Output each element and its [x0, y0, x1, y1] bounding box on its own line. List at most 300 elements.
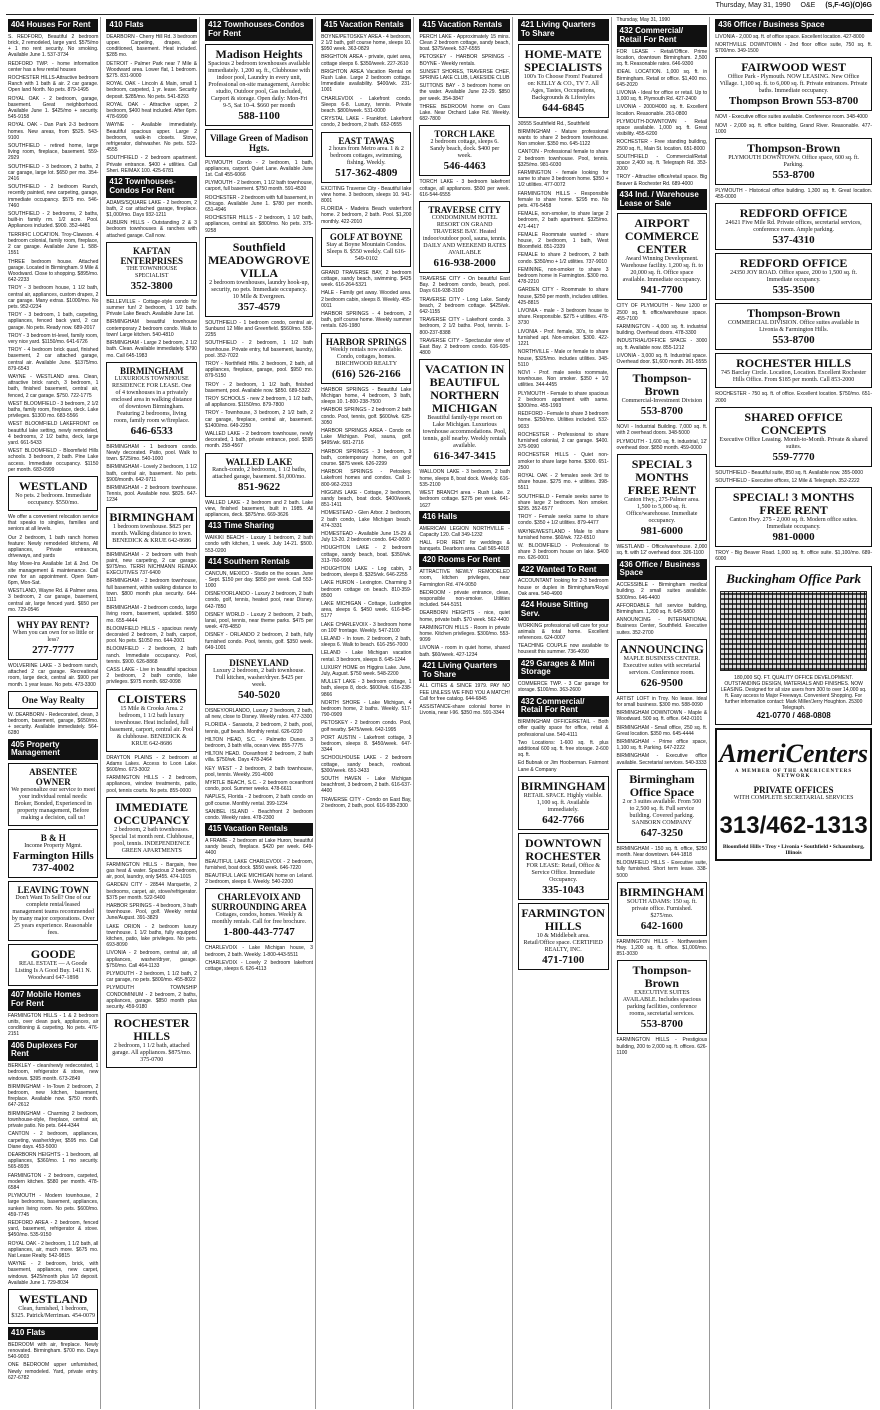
display-ad-title: WHY PAY RENT?	[16, 620, 90, 631]
classified-ad: HARBOR SPRINGS - 3 bedroom, 3 bath, contemporary home, on golf course. $875 week. 626-2299	[321, 448, 412, 467]
classified-ad: LIVONIA - room in quiet home, shared bath. $60/week. 427-1234	[419, 645, 510, 658]
display-ad-phone: 588-1100	[238, 109, 280, 122]
classified-ad: LIVONIA - 2 bedroom, central air, all appliances, washer/dryer, garage. $750/mo. Call 464-1133	[106, 950, 198, 969]
display-ad-title: Southfield MEADOWGROVE VILLA	[208, 239, 311, 280]
display-ad-title: DISNEYLAND	[229, 657, 289, 668]
classified-ad: PETOSKEY - HARBOR SPRINGS - BOYNE - Weekly rentals.	[419, 54, 510, 67]
section-heading: 429 Garages & Mini Storage	[518, 658, 609, 680]
display-ad	[518, 776, 609, 830]
display-ad-title: TORCH LAKE	[434, 129, 495, 140]
section-heading: 412 Townhouses-Condos For Rent	[205, 19, 313, 41]
display-ad-phone: 616-347-3415	[433, 450, 496, 463]
classified-ad: TERRIFIC LOCATION. Troy-Clawson. 4 bedroom colonial, family room, fireplace, 2 car garage. Available June 1. 588-1551	[8, 231, 99, 257]
americenters-phone: 313/462-1313	[719, 811, 868, 839]
display-ad	[205, 237, 313, 317]
display-ad-phone: 546-4463	[443, 160, 486, 173]
classified-ad: WESTLAND - Office/warehouse. 2,000 sq. ft. with 12' overhead door. 326-1100	[616, 544, 708, 557]
classified-ad: BIRMINGHAM - Small office, 250 sq. ft. Great location. $350 mo. 645-4444	[616, 724, 708, 737]
display-ad-body: 15 Mile & Crooks Area. 2 bedroom, 1 1/2 bath luxury townhouse. Heat included, full basement, carport, central air. Pool & clubhouse. BENEDICK & KRUE 642-8686	[109, 705, 194, 747]
classified-ad: WEST BLOOMFIELD LAKEFRONT on beautiful lake setting, newly remodeled, 4 bedrooms, 2 1/2 baths, deck, large yard. 661-5433	[8, 421, 99, 446]
classified-ad: BLOOMFIELD HILLS - spacious newly decorated 2 bedroom, 2 bath, carport, pool. No pets. $1050 mo. 644-2001	[106, 625, 198, 645]
display-ad-body: THE TOWNHOUSE SPECIALIST	[126, 265, 178, 279]
display-ad	[8, 881, 98, 941]
display-ad-body: CONDOMINIUM HOTEL RESORT ON GRAND TRAVERSE BAY. Heated indoor/outdoor pool, sauna, tennis. DAILY AND WEEKEND RATES AVAILABLE	[422, 215, 507, 257]
classified-ad: WESTLAND, Wayne Rd. & Palmer area. 3 bedroom, 2 car garage, basement, central air, large fenced yard. $650 per mo. 729-0546	[8, 588, 99, 613]
classified-ad: DEARBORN - Cherry Hill Rd. 3 bedroom upper. Carpeting, drapes, air conditioned, basement. Heat included. $285 mo.	[106, 33, 198, 59]
classified-ad: HALL FOR RENT for weddings & banquets. Dearborn area. Call 565-4018	[419, 539, 510, 553]
classified-ad: ROYAL OAK - 2 bedroom, 1 1/2 bath, all appliances, air, much more. $675 mo. Nat Lease Realty. 542-9815	[8, 1240, 99, 1259]
classified-ad: 30555 Southfield Rd., Southfield	[517, 120, 590, 127]
classified-ad: BIRMINGHAM - 2 bedroom townhouse. Tennis, pool. Available now. $825. 647-1234	[106, 484, 198, 504]
classified-ad: SOUTHFIELD - 2 bedroom Ranch, recently painted, new carpeting, garage, immediate occupancy. $575 mo. 546-7460	[8, 184, 99, 209]
display-ad	[617, 213, 708, 300]
classified-ad: NOVI - Prof. male seeks roommate, townhouse. Non smoker. $350 + 1/2 utilities. 344-4455	[517, 369, 609, 389]
display-ad	[8, 829, 98, 878]
classified-ad: FARMINGTON HILLS - Northwestern Hwy. 1,200 sq. ft. office. $1,000/mo. 851-3030	[616, 938, 708, 958]
classified-ad: Ed Bubnak or Jim Hooberman. Fairmont Lane & Company	[517, 760, 609, 773]
display-ad-title: One Way Realty	[21, 694, 85, 705]
display-ad-title: Birmingham Office Space	[629, 771, 695, 799]
classified-ad: FARMINGTON - female looking for same to share 3 bedroom home. $350 + 1/2 utilities. 477-0072	[517, 170, 609, 189]
display-ad	[715, 407, 872, 467]
section-heading: 415 Vacation Rentals	[419, 19, 509, 32]
display-ad-title: WESTLAND	[18, 479, 88, 493]
display-ad-phone: 642-7766	[542, 813, 585, 826]
display-ad	[617, 882, 708, 936]
classified-ad: FARMINGTON HILLS - Bargain, free gas heat & water. Spacious 2 bedroom, air, pool, laundry, only $455. 474-1015	[106, 861, 198, 881]
display-ad-title: WESTLAND	[18, 1291, 88, 1306]
classified-ad: DISNEY/ORLANDO, Luxury 2 bedroom, 2 bath, all new, close to Disney. Weekly rates. 477-3300	[205, 707, 314, 721]
classified-ad: BIRMINGHAM - 2 bedroom townhouse, full basement, within walking distance to town. $800 month plus security. 644-1111	[106, 578, 198, 603]
display-ad-body: 100's To Choose From! Featured on: KELLY & CO., TV 7. All Ages, Tastes, Occupations, Backgrounds & Lifestyles	[523, 73, 603, 101]
classified-ad: WALLOON LAKE - 3 bedroom, 2 bath home, sleeps 8, boat dock. Weekly. 616-535-2100	[419, 469, 510, 488]
display-ad-body: COMMERCIAL DIVISION. Office suites available in Livonia & Farmington Hills.	[727, 320, 860, 334]
classified-ad: HIGGINS LAKE - Cottage, 2 bedroom, sandy beach, boat dock. $400/week. 851-1411	[321, 489, 412, 509]
display-ad-title: IMMEDIATE OCCUPANCY	[113, 799, 190, 827]
classified-ad: LAKE CHARLEVOIX - 3 bedroom home on 100' frontage. Weekly. 547-2100	[321, 621, 412, 634]
display-ad-body: 2 bedroom, 1 1/2 bath, attached garage. All appliances. $875/mo. 375-0700	[112, 1043, 192, 1064]
display-ad-title: SPECIAL! 3 MONTHS FREE RENT	[732, 490, 855, 518]
classified-ad: SOUTHFIELD - retired home, large living room, fireplace, basement. 559-2929	[8, 143, 99, 162]
classified-ad: SOUTHFIELD - 1 bedroom condo, central air, Sunburst 12 Mile and Greenfield. $560/mo. 559-2255	[205, 319, 314, 339]
classified-ad: TROY - 3 bedroom house, 1 1/2 bath, central air, appliances, custom drapes, 2 car garage. Many extras. $1000/mo. No pets. 952-0234	[8, 285, 99, 310]
classified-ad: MULLET LAKE - 3 bedroom cottage, 1 bath, sleeps 8, dock. $600/wk. 616-238-9866	[321, 679, 412, 698]
classified-ad: WEST BLOOMFIELD - 3 bedroom, 2 1/2 baths, family room, fireplace, deck. Lake privileges. $1300 mo. 683-5566	[8, 400, 99, 420]
display-ad-title: BIRMINGHAM	[109, 509, 195, 524]
display-ad-title: TRAVERSE CITY	[428, 205, 501, 216]
classified-ad: ROCHESTER - 2 bedroom with full basement, in Chicago. Available June 1. $780 per month. 651-4946	[205, 194, 314, 214]
classified-ad: PLYMOUTH TOWNSHIP CONDOMINIUM - 2 bedroom, 2 baths, appliances, garage. $850 month plus security. 459-9180	[106, 985, 198, 1011]
classified-ad: TROY - 2 bedroom, 1 1/2 bath, finished basement, pool. Available now. $850. 689-5322	[205, 381, 314, 394]
section-heading: 420 Rooms For Rent	[419, 554, 509, 567]
display-ad-title: CLOISTERS	[117, 691, 187, 706]
classified-ad: HALE - Family get away. Wooded area. 2 bedroom cabin, sleeps 8. Weekly. 455-0011	[321, 290, 412, 309]
classified-ad: CASS LAKE - Live in beautiful spacious 2 bedroom, 2 bath condo, lake privileges. $975 month. 682-0098	[106, 666, 198, 686]
display-ad-title: B & H	[40, 833, 66, 844]
ad-column-7	[615, 17, 711, 1409]
display-ad-body: No pets. 2 bedroom. Immediate occupancy. $550/mo.	[15, 493, 92, 506]
classified-ad: WAYNE - Available immediately. Beautiful spacious upper. Large 2 bedroom, walk-in closets. Stove, refrigerator, dishwasher. No pets. 522-4555	[106, 122, 198, 154]
classified-ad: PLYMOUTH - 2 bedroom, 1 1/2 bath, 2 car garage, no pets. $800/mo. 455-8022	[106, 971, 198, 984]
section-heading: 410 Flats	[8, 1327, 98, 1340]
display-ad	[205, 129, 313, 157]
display-ad-body: Spacious 2 bedroom townhouses available immediately. 1,200 sq. ft., Clubhouse with indoor pool, Laundry in every unit, Professional on-site management, Aerobic studio, Outdoor pool, Gas included, Carport & storage. Open daily: Mon-Fri 9-5, Sat 10-4. $660 per month	[208, 60, 311, 109]
classified-ad: ADAMS/SQUARE LAKE - 2 bedroom, 2 bath, 2 car attached garage, fireplace. $1,000/mo. Days 932-1211	[106, 199, 198, 219]
classified-ad: ATTRACTIVE NEWLY REMODELED room, kitchen privileges, near Farmington Rd. 474-9050	[419, 569, 510, 588]
display-ad-phone: 553-8700	[640, 1018, 683, 1031]
classified-ad: TROY - Northfield Hills. 2 bedroom, 2 bath, all appliances, fireplace, garage, pool. $950 mo. 879-5150	[205, 361, 314, 380]
classified-ad: REDFORD - Female to share 3 bedroom home. $250/mo. Utilities included. 532-9033	[517, 411, 609, 430]
display-ad-phone: 616-938-2000	[433, 257, 496, 270]
display-ad-body: Clean, furnished, 1 bedroom, $325. Patrick/Merriman. 454-0079	[11, 1305, 96, 1319]
display-ad-body: Weekly rentals now available. Condo, cottages, homes. BIRCHWOOD REALTY	[330, 346, 403, 367]
display-ad	[419, 359, 509, 466]
classified-ad: CANTON - 2 bedroom, appliances, carpeting, washer/dryer, $595 mo. Call Diane days. 453-5000	[8, 1131, 99, 1150]
display-ad-title: WALLED LAKE	[225, 456, 293, 467]
section-heading: 415 Vacation Rentals	[321, 19, 411, 32]
header-code: (S,F-4G)(O)6G	[825, 2, 872, 9]
display-ad-title: KAFTAN ENTERPRISES	[120, 245, 183, 266]
classified-ad: DETROIT - Palmer Park near 7 Mile & Woodward area. Lower flat, 1 bedroom. $275. 831-9000	[106, 60, 198, 80]
display-ad-body: 2 or 3 suites available. From 500 to 2,500 sq. ft. Full service building. Covered parking. SANBORN COMPANY	[622, 798, 702, 826]
classified-ad: LAKE HURON - Lexington. Charming 3 bedroom cottage on beach. 810-359-8500	[321, 580, 412, 599]
classified-ad: ACCESSIBLE - Birmingham medical building. 2 small suites available. $300/mo. 646-4400	[616, 582, 708, 601]
classified-ad: NOVI - Industrial Building. 7,000 sq. ft. with 2 overhead doors. 348-5000	[616, 424, 708, 437]
classified-ad: HARBOR SPRINGS - 4 bedroom, 3 bath townhouse. Pool, golf. Weekly rental June/August. 391-3829	[106, 903, 198, 922]
ad-columns	[6, 17, 874, 1409]
display-ad-body: Stay at Boyne Mountain Condos. Sleeps 8. $550 weekly. Call 616-549-0102	[326, 241, 407, 262]
display-ad	[106, 242, 197, 296]
classified-ad: BIRMINGHAM - Mature professional wants to share 2 bedroom townhouse. Non smoker. $350 mo. 645-1122	[517, 128, 609, 148]
classified-ad: LELAND - In town. 2 bedroom, 2 bath, sleeps 6. Walk to beach. 616-256-7000	[321, 636, 412, 649]
classified-ad: FEMALE to share 2 bedroom, 2 bath condo. $350/mo + 1/2 utilities. 737-9010	[517, 252, 609, 265]
classified-ad: NORTHVILLE DOWNTOWN - 2nd floor office suite, 750 sq. ft. $700/mo. 349-1500	[715, 42, 872, 55]
ad-column-6	[516, 17, 612, 1409]
running-header	[6, 2, 874, 15]
classified-ad: PLYMOUTH - Modern townhouse, 2 large bedrooms, basement, appliances, sunken living room. No pets. $600/mo. 459-7745	[8, 1193, 99, 1218]
display-ad-phone: 553-8700	[772, 334, 815, 347]
display-ad-title: ABSENTEE OWNER	[29, 767, 78, 788]
classified-ad: PLYMOUTH-DOWNTOWN - Retail space available. 1,000 sq. ft. Great visibility. 455-6200	[616, 118, 708, 138]
display-ad	[617, 368, 708, 421]
display-ad-body: Ranch-condo, 2 bedrooms, 1 1/2 baths, attached garage, basement. $1,000/mo.	[212, 466, 307, 480]
classified-ad: LIVONIA - Prof. female, 30's, to share furnished apt. Non-smoker. $300. 422-1221	[517, 328, 609, 348]
display-ad-body: PLYMOUTH DOWNTOWN. Office space, 600 sq. ft. Parking.	[728, 155, 860, 169]
classified-ad: WEST BLOOMFIELD - Bloomfield Hills schools. 3 bedroom, 2 bath. Pine Lake access. Immediate occupancy. $1150 per month. 683-0999	[8, 448, 99, 473]
display-ad-title: BIRMINGHAM	[520, 778, 606, 793]
display-ad-body: EXECUTIVE SUITES AVAILABLE. Includes spacious parking facilities, conference rooms, secretarial services.	[622, 990, 701, 1018]
classified-ad: BIRMINGHAM - Large 2 bedroom, 2 1/2 bath. Clean. Available immediately. $790 mo. Call 645-1983	[106, 340, 198, 359]
display-ad-phone: 851-9622	[237, 480, 281, 493]
section-heading: 432 Commercial/ Retail For Rent	[617, 25, 708, 47]
classified-ad: TRAVERSE CITY - Long Lake. Sandy beach, 2 bedroom cottage. $425/wk. 642-1155	[419, 296, 510, 316]
display-ad-phone: 277-7777	[32, 644, 75, 657]
classified-ad: S. REDFORD, Beautiful 2 bedroom brick, 2 remodeled, large yard. $575/mo + 1 mo rent security. No smoking. Available June 1. 537-3734	[8, 33, 99, 59]
display-ad-title: FARMINGTON HILLS	[521, 905, 605, 933]
classified-ad: BLOOMFIELD HILLS - Executive suite, fully furnished. Short term lease. 338-5000	[616, 860, 708, 879]
classified-ad: FARMINGTON HILLS - 1 & 2 bedroom units, over clean park, appliances, air conditioning & carpeting. No pets. 476-2151	[8, 1012, 99, 1038]
display-ad-phone: 537-4310	[772, 234, 815, 247]
classified-ad: We offer a convenient relocation service that speaks to singles, families and seniors at all levels.	[8, 514, 99, 533]
classified-ad: WEST BRANCH area - Rush Lake. 2 bedroom cottage. $275 per week. 641-1627	[419, 490, 510, 509]
classified-ad: WAYNE/WESTLAND - Male to share furnished home. $60/wk. 722-6510	[517, 528, 609, 541]
classified-ad: SOUTHFIELD - Executive offices, 12 Mile & Telegraph. 352-2222	[715, 478, 860, 485]
section-heading: 405 Property Management	[8, 739, 98, 761]
display-ad	[321, 228, 411, 267]
classified-ad: DISNEY - ORLANDO 2 bedroom, 2 bath, fully furnished condo. Pool, tennis, golf. $350 week. 649-1001	[205, 632, 314, 651]
display-ad-body: FOR LEASE: Retail, Office & Service Office. Immediate Occupancy.	[526, 862, 601, 883]
display-ad-body: RETAIL SPACE. Highly visible. 1,100 sq. ft. Available immediately.	[523, 792, 603, 813]
section-heading: 424 House Sitting Serv.	[518, 599, 609, 621]
display-ad-body: Canton Hwy., 275-Palmer area. 1,500 to 5,000 sq. ft. Office/warehouse. Immediate occupancy.	[624, 497, 700, 525]
display-ad-body: We personalize our service to meet your individual rental needs: Broker, Bonded, Experienced in property management, Before making a decision, call us!	[11, 787, 96, 822]
classified-ad: LIVONIA - 2,000 sq. ft. of office space. Excellent location. 427-8000	[715, 33, 865, 40]
americenters-logo: AmeriCenters	[719, 738, 868, 768]
display-ad-phone: (616) 526-2166	[331, 367, 401, 380]
classified-ad: AMERICAN LEGION NORTHVILLE - Capacity 120. Call 349-1232	[419, 525, 510, 538]
classified-ad: PLYMOUTH - 2 bedroom, 1 1/2 bath townhouse, carport, full basement. $750 month. 591-4530	[205, 180, 314, 193]
classified-ad: TORCH LAKE - 3 bedroom lakefront cottage, all appliances. $500 per week. 616-544-6555	[419, 179, 510, 198]
classified-ad: GARDEN CITY - 28544 Marquette, 2 bedrooms, carpet, air, stove/refrigerator. $375 per month. 522-5400	[106, 882, 198, 901]
classified-ad: Two Locations: 1-600 sq. ft. plus additional 600 sq. ft. free storage. 2-600 sq. ft.	[517, 739, 609, 759]
display-ad-phone: 642-1600	[640, 919, 683, 932]
display-ad	[715, 303, 872, 350]
display-ad-title: GOLF AT BOYNE	[329, 231, 403, 242]
classified-ad: WORKING professional will care for your animals & total home. Excellent references. 624-0007	[517, 622, 609, 641]
classified-ad: SOUTHFIELD - 3 bedroom, 2 baths, 2 car garage, large lot. $650 per mo. 354-2416	[8, 163, 99, 183]
classified-ad: DISNEY/ORLANDO - Luxury 2 bedroom, 2 bath condo, golf, tennis, heated pool, near Disney. 642-7850	[205, 591, 314, 610]
section-heading: 407 Mobile Homes For Rent	[8, 989, 98, 1011]
display-ad-phone: 647-3250	[640, 826, 683, 839]
display-ad-body: 2 bedroom townhouses, laundry hook-up, security, no pets. Immediate occupancy. 10 Mile & Evergreen.	[209, 279, 310, 300]
classified-ad: SUTTONS BAY - 3 bedroom home on the water. Available June 22-29. $850 per week. 354-3847	[419, 83, 510, 102]
classified-ad: GARDEN CITY - Roommate to share house, $250 per month, includes utilities. 425-8815	[517, 287, 609, 306]
display-ad	[518, 833, 609, 900]
display-ad-title: HOME-MATE SPECIALISTS	[524, 46, 603, 74]
classified-ad: ROYAL OAK - Dan Park 2-3 bedroom homes. New areas, from $525. 543-9100	[8, 122, 99, 141]
display-ad-title: REDFORD OFFICE	[739, 206, 848, 221]
classified-ad: FEMALE, non-smoker, to share large 2 bedroom, 2 bath apartment. $325/mo. 471-4417	[517, 211, 609, 230]
display-ad-phone: 644-6845	[542, 101, 585, 114]
classified-ad: HARBOR SPRINGS - Beautiful Lake Michigan home, 4 bedroom, 3 bath, sleeps 10. 1-800-238-7500	[321, 386, 412, 406]
classified-ad: INDUSTRIAL/OFFICE SPACE - 3000 sq. ft. Available now. 855-1212	[616, 338, 708, 351]
display-ad-title: ROCHESTER HILLS	[736, 356, 852, 371]
section-heading: 422 Wanted To Rent	[518, 564, 609, 577]
display-ad-body: 24621 Five Mile Rd. Private offices, secretarial services, conference room. Ample parking.	[725, 220, 862, 234]
display-ad	[106, 507, 197, 549]
display-ad	[8, 616, 98, 660]
office-park-phone: 421-0770 / 468-0808	[756, 710, 831, 720]
section-heading: 421 Living Quarters To Share	[419, 660, 509, 682]
ad-column-5	[417, 17, 512, 1409]
section-heading: 414 Southern Rentals	[205, 556, 313, 569]
display-ad-title: Village Green of Madison Hgts.	[209, 132, 309, 153]
display-ad	[419, 125, 509, 176]
classified-ad: HARBOR SPRINGS - Petoskey. Lakefront homes and condos. Call 1-800-962-2313	[321, 469, 412, 488]
display-ad-phone: 471-7100	[542, 953, 585, 966]
classified-ad: SOUTHFIELD - 2 bedroom, 1 1/2 bath townhouse. Private entry, full basement, laundry, pool. 352-7022	[205, 340, 314, 359]
classified-ad: WALLED LAKE - 2 bedroom and 2 bath. Lake view, finished basement, built in 1985. All appliances, deck. $875/mo. 669-3626	[205, 499, 314, 519]
classified-ad: FARMINGTON HILLS - Prestigious building, 200 to 2,000 sq. ft. offices. 626-1100	[616, 1037, 708, 1056]
display-ad-title: DOWNTOWN ROCHESTER	[524, 835, 602, 863]
classified-ad: ALL CITIES & SINCE 1979. PAY NO FEE UNLESS WE FIND YOU A MATCH! Call for free catalog. 644-6845	[419, 683, 510, 702]
display-ad	[106, 362, 197, 441]
display-ad	[8, 944, 98, 986]
classified-ad: BIRMINGHAM - In-Town 2 bedroom, 2 bedroom, new kitchen, basement, fireplace. Available now. $750 month. 647-2612	[8, 1083, 99, 1109]
classified-ad: WAIKIKI BEACH - Luxury 1 bedroom, 2 bath condo with kitchen, 1 week. July 14-21. $500. 553-0200	[205, 535, 314, 554]
header-date: Thursday, May 31, 1990	[715, 2, 791, 9]
classified-ad: TROY - 3 bedroom, 1 bath, carpeting, appliances, fenced back yard, 2 car garage. No pets. Ready now. 689-2017	[8, 312, 99, 331]
display-ad-phone: 357-4579	[237, 300, 281, 313]
classified-ad: BERKLEY - clean/newly redecorated, 1 bedroom, refrigerator & stove, new windows. $395 month. 673-2849	[8, 1063, 99, 1082]
classified-ad: AFFORDABLE full service building, Birmingham. 1,200 sq. ft. 645-5800	[616, 602, 708, 615]
display-ad-phone: 981-0000	[772, 531, 815, 544]
display-ad	[205, 453, 313, 497]
classified-ad: LAKE MICHIGAN - Cottage, Ludington area, sleeps 6. $450 week. 616-845-5177	[321, 600, 412, 620]
classified-ad: WOLVERINE LAKE - 3 bedroom ranch, attached 2 car garage. Recreational room, large deck, central air. $900 per month. 1 year lease. No pets. 473-3300	[8, 663, 99, 688]
classified-ad: DRAYTON PLAINS - 2 bedroom at Adams Lakes. Access to Loon Lake. $600/mo. 673-3002	[106, 754, 198, 773]
classified-ad: ROCHESTER HILLS - 2 bedroom, 1 1/2 bath, appliances, central air. $800/mo. No pets. 375-9258	[205, 215, 314, 234]
display-ad-title: GOODE	[30, 947, 76, 962]
section-heading: 413 Time Sharing	[205, 520, 313, 533]
americenters-lead: PRIVATE OFFICES	[753, 784, 834, 795]
americenters-lead-2: WITH COMPLETE SECRETARIAL SERVICES	[733, 794, 854, 801]
display-ad-title: CHARLEVOIX AND SURROUNDING AREA	[211, 892, 307, 913]
display-ad	[106, 1013, 197, 1068]
display-ad-body: Commercial-Investment Division	[621, 398, 703, 405]
classified-ad: Our 2 bedroom, 1 bath ranch homes feature: Newly remodeled kitchens, All appliances, Private entrances, driveways, and yards	[8, 534, 99, 560]
classified-ad: THREE bedroom house. Attached garage. Located in Birmingham. 9 Mile & Woodward. Close to shopping. $895/mo. 642-2233	[8, 258, 99, 284]
display-ad-phone: 626-9500	[640, 676, 683, 689]
ad-column-8	[713, 17, 874, 1409]
classified-ad: PETOSKEY - 2 bedroom condo. Pool, golf nearby. $475/week. 642-1995	[321, 720, 412, 733]
display-ad	[617, 769, 708, 843]
display-ad	[715, 138, 872, 185]
display-ad-title: FAIRWOOD WEST	[741, 60, 847, 75]
classified-ad: PLYMOUTH - Historical office building. 1,300 sq. ft. Great location. 455-0000	[715, 188, 872, 201]
display-ad-body: When you can own for so little or less?	[12, 630, 94, 644]
display-ad-body: Executive Office Leasing. Month-to-Month. Private & shared suites.	[719, 436, 868, 450]
classified-ad: FARMINGTON HILLS - Responsible female to share home. $295 mo. No pets. 476-5458	[517, 190, 609, 210]
display-ad-body: 2 bedroom, 2 bath townhouses. Special 1st month rent. Clubhouse, pool, tennis. INDEPENDENCE GREEN APARTMENTS	[109, 826, 194, 854]
classified-ad: PERCH LAKE - Approximately 15 mins. Clean 2 bedroom cottage, sandy beach, boat. $375/week. 537-6555	[419, 33, 510, 53]
display-ad-phone: 559-7770	[772, 450, 815, 463]
classified-ad: HARBOR SPRINGS - 4 bedroom, 2 bath, golf course home. Weekly summer rentals. 626-1980	[321, 311, 412, 330]
display-ad	[715, 57, 872, 111]
americenters-locations: Bloomfield Hills • Troy • Livonia • Southfield • Schaumburg, Illinois	[722, 843, 865, 856]
classified-ad: A FRAME - 2 bedroom at Lake Huron, beautiful sandy beach, fireplace. $420 per week. 649-4400	[205, 837, 314, 857]
display-ad-body: Cottages, condos, homes. Weekly & monthly rentals. Call for free brochure.	[211, 912, 307, 926]
section-heading: 432 Commercial/ Retail For Rent	[518, 696, 609, 718]
classified-ad: LIVONIA - Ideal for office or retail. Up to 3,000 sq. ft. Plymouth Rd. 427-2400	[616, 90, 708, 103]
display-ad-title: BIRMINGHAM	[619, 884, 705, 899]
office-park-ad	[715, 566, 872, 725]
display-ad	[715, 353, 872, 388]
display-ad	[617, 960, 708, 1034]
display-ad-body: SOUTH ADAMS: 150 sq. ft. private office. Furnished. $275/mo.	[626, 898, 697, 919]
building-illustration	[720, 591, 867, 671]
display-ad-body: Office Park - Plymouth. NOW LEASING. New Office Village. 1,100 sq. ft. to 6,000 sq. ft. Private entrances. Private baths. Immediate occupancy.	[719, 74, 868, 95]
display-ad	[715, 203, 872, 250]
classified-ad: SOUTHFIELD - 2 bedroom apartment. Private entrance. $400 + utilities. Call Sheri. RE/MAX 100. 425-6781	[106, 155, 198, 174]
classified-ad: BRIGHTON AREA - private, quiet area, cottage sleeps 6. $350/week. 227-2610	[321, 54, 412, 67]
classified-ad: TEACHING COUPLE now available to housesit this summer. 736-4090	[517, 643, 609, 656]
classified-ad: BRIGHTON AREA Vacation Rental on Rush Lake. Large 2 bedroom cottage. Immediate availability. $400/wk. 231-1001	[321, 68, 412, 94]
office-park-body: 180,000 SQ. FT. QUALITY OFFICE DEVELOPMENT. OUTSTANDING DESIGN, MATERIALS AND FINISHES. NOW LEASING. Designed for all size users from 300 to over 14,000 sq. ft. Easy access to Major Freeways. Convenient Shopping. For further information contact: Mark Miller/Jerry Houghton. 25300 Telegraph.	[720, 674, 867, 711]
classified-ad: SCHOOLHOUSE LAKE - 2 bedroom cottage, sandy beach, rowboat. $300/week. 651-3433	[321, 755, 412, 774]
classified-ad: FARMINGTON HILLS - Room in private home. Kitchen privileges. $300/mo. 553-9099	[419, 624, 510, 644]
classified-ad: TROY - Big Beaver Road. 1,000 sq. ft. office suite. $1,100/mo. 689-6000	[715, 550, 872, 563]
classified-ad: CANCUN, MEXICO - Studio on the ocean. June - Sept. $150 per day. $850 per week. Call 553-1000	[205, 570, 314, 589]
classified-ad: MYRTLE BEACH, S.C. - 2 bedroom oceanfront condo, pool. Summer weeks. 478-6611	[205, 779, 314, 793]
classified-ad: ACCOUNTANT looking for 2-3 bedroom house or duplex in Birmingham/Royal Oak area. 540-4900	[517, 578, 609, 597]
display-ad-title: VACATION IN BEAUTIFUL NORTHERN MICHIGAN	[425, 362, 505, 416]
section-heading: 415 Vacation Rentals	[205, 823, 313, 836]
classified-ad: DEARBORN HEIGHTS - nice, quiet home, private bath. $70 week. 562-4400	[419, 610, 510, 623]
classified-ad: ANNOUNCING - INTERNATIONAL Business Center, Southfield. Executive suites. 352-2700	[616, 617, 708, 636]
display-ad-phone: 981-6000	[640, 525, 683, 538]
classified-ad: TROY SCHOOLS - new 2 bedroom, 1 1/2 bath, all appliances. $1150/mo. 879-7800	[205, 396, 314, 409]
classified-ad: WAYNE - 2 bedroom, brick, with basement, appliances, new carpet, windows. $425/month plus 1/2 deposit. Available June 1. 729-8034	[8, 1261, 99, 1286]
classified-ad: Thursday, May 31, 1990	[616, 17, 671, 23]
display-ad-title: ROCHESTER HILLS	[114, 1016, 190, 1044]
classified-ad: SOUTH HAVEN - Lake Michigan beachfront, 3 bedroom, 2 bath. 616-637-4400	[321, 776, 412, 795]
classified-ad: BELLEVILLE - Cottage-style condo for summer fun! 2 bedroom, 1 1/2 bath. Private Lake Beach. Available June 1st.	[106, 298, 198, 318]
classified-ad: ASSISTANCE-share colonial home in Livonia, near I-96. $350 mo. 591-3344	[419, 703, 510, 717]
classified-ad: LELAND - Lake Michigan vacation rental. 3 bedroom, sleeps 8. 645-1244	[321, 650, 412, 663]
display-ad	[715, 487, 872, 547]
classified-ad: PLYMOUTH Condo - 2 bedroom, 1 bath, appliances, carport. Quiet Lane. Available June 1st. Call 455-6066	[205, 159, 314, 178]
classified-ad: FLORIDA - Sarasota, 2 bedroom, 2 bath, pool, tennis, gulf beach. Monthly rental. 626-0220	[205, 722, 314, 735]
classified-ad: BEAUTIFUL LAKE CHARLEVOIX - 2 bedroom, furnished, boat dock. $550 week. 646-7220	[205, 858, 314, 871]
classified-ad: CHARLEVOIX - Lovely 2 bedroom lakefront cottage, sleeps 6. 626-4113	[205, 959, 314, 973]
classified-ad: IDEAL LOCATION. 1,000 sq. ft. in Birmingham. Retail or office. $1,400 mo. 645-2020	[616, 69, 708, 88]
classified-ad: FEMININE, non-smoker to share 3 bedroom home in Farmington. $300 mo. 478-2210	[517, 266, 609, 286]
display-ad-phone: Thompson Brown 553-8700	[728, 95, 859, 108]
classified-ad: TROY - 4 bedroom brick quad, finished basement, 2 car attached garage, central air. Available June. $1375/mo. 879-6543	[8, 347, 99, 372]
classified-ad: BEDROOM - private entrance, clean, responsible non-smoker. Utilities included. 544-5151	[419, 589, 510, 609]
display-ad	[106, 797, 197, 859]
classified-ad: BIRMINGHAM - Prime office space, 1,100 sq. ft. Parking. 647-2222	[616, 738, 708, 752]
classified-ad: HOMESTEAD - Available June 15-29 & July 13-20. 2 bedroom condo. 642-0090	[321, 530, 412, 544]
classified-ad: NOVI - Executive office suites available. Conference room. 348-4000	[715, 114, 868, 121]
display-ad-title: REDFORD OFFICE	[739, 256, 848, 271]
classified-ad: ROCHESTER - Professional to share furnished colonial, 2 car garage. $400. 375-9090	[517, 431, 609, 451]
classified-ad: TRAVERSE CITY - Spectacular view of East Bay. 2 bedroom condo. 616-935-4800	[419, 337, 510, 357]
classified-ad: BIRMINGHAM - 150 sq. ft. office, $250 month. Near downtown. 644-1818	[616, 845, 708, 858]
display-ad-phone: Farmington Hills 737-4002	[12, 850, 94, 875]
display-ad-title: SPECIAL 3 MONTHS FREE RENT	[627, 457, 697, 498]
display-ad-phone: 535-3500	[772, 284, 815, 297]
display-ad	[419, 201, 509, 273]
classified-ad: DEARBORN HEIGHTS - 1 bedroom, all appliances, $360/mo. 1 mo security. 565-8935	[8, 1151, 99, 1171]
classified-ad: LUXURY HOME on Higgins Lake. June, July, August. $750 week. 548-2200	[321, 664, 412, 678]
classified-ad: SOUTHFIELD - Beautiful suite, 850 sq. ft. Available now. 355-0000	[715, 469, 863, 476]
display-ad-title: Thompson-Brown	[747, 306, 841, 321]
classified-ad: ROYAL OAK - 2 females seek 3rd to share house. $275 mo. + utilities. 398-5511	[517, 472, 609, 492]
americenters-tagline: A MEMBER OF THE AMERICENTERS NETWORK	[735, 768, 853, 779]
classified-ad: BLOOMFIELD - 2 bedroom, 2 bath ranch. Immediate occupancy. Pool, tennis. $900. 626-8868	[106, 646, 198, 665]
display-ad-body: REAL ESTATE — A Goode Listing Is A Good Buy. 1411 N. Woodward 647-1898	[15, 961, 92, 982]
classified-ad: ROCHESTER - Free standing building, 2500 sq. ft., Main St. location. 651-8000	[616, 139, 708, 152]
classified-ad: FARMINGTON HILLS - 2 bedroom, appliances, window treatments, patio, pool, tennis courts. No pets. 855-0000	[106, 775, 198, 794]
classified-ad: WALLED LAKE - 2 bedroom townhouse, newly decorated, 1 bath, private entrance, pool. $595 month. 258-4567	[205, 431, 314, 450]
display-ad-title: Thompson-Brown	[747, 141, 841, 156]
classified-ad: W. DEARBORN - Redecorated, clean, 3 bedroom, basement, garage, $650/mo. + security. Available immediately. 564-6280	[8, 711, 99, 737]
display-ad-phone: 1-800-443-7747	[223, 926, 295, 939]
ad-column-1	[6, 17, 101, 1409]
classified-ad: TRAVERSE CITY - On beautiful East Bay. 2 bedroom condo, beach, pool. Days 616-938-3100	[419, 276, 510, 295]
